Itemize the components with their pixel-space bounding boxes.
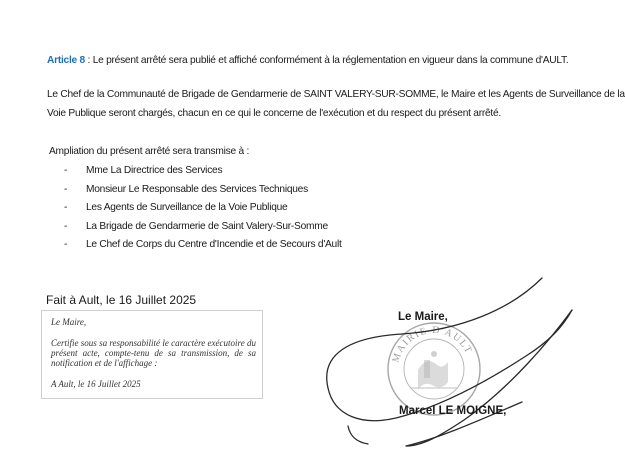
certificate-date: A Ault, le 16 Juillet 2025 (51, 379, 141, 389)
dash-bullet: - (64, 239, 68, 250)
stamp-text: MAIRIE D'AULT (390, 324, 475, 364)
article-label: Article 8 (47, 55, 85, 66)
dash-bullet: - (64, 183, 68, 195)
list-item (64, 184, 342, 203)
signature-and-stamp (310, 270, 610, 470)
paragraph-line-1: Le Chef de la Communauté de Brigade de Gendarmerie de SAINT VALERY-SUR-SOMME, le Maire et les Agents de Surveillance de la (47, 89, 625, 100)
ampliation-list (64, 165, 342, 258)
handwritten-signature (327, 278, 572, 446)
mairie-stamp (388, 323, 480, 415)
dash-bullet: - (64, 202, 68, 213)
list-item-text: Le Chef de Corps du Centre d'Incendie et de Secours d'Ault (86, 239, 342, 250)
list-item (64, 239, 342, 258)
list-item (64, 202, 342, 221)
list-item (64, 165, 342, 184)
signer-name: Marcel LE MOIGNE, (399, 405, 507, 417)
list-item-text: La Brigade de Gendarmerie de Saint Valery-Sur-Somme (86, 220, 328, 232)
dash-bullet: - (64, 165, 68, 176)
certificate-title: Le Maire, (51, 317, 87, 327)
dash-bullet: - (64, 220, 68, 232)
list-item (64, 221, 342, 240)
fait-a-ault: Fait à Ault, le 16 Juillet 2025 (46, 293, 197, 307)
list-item-text: Mme La Directrice des Services (86, 165, 223, 176)
list-item-text: Les Agents de Surveillance de la Voie Publique (86, 202, 288, 213)
certificate-body: Certifie sous sa responsabilité le caractère exécutoire du présent acte, compte-tenu de sa transmission, de sa notification et de l'affichage : (51, 338, 256, 368)
signature-role: Le Maire, (398, 311, 448, 323)
ampliation-intro: Ampliation du présent arrêté sera transmise à : (49, 146, 250, 157)
article-text: : Le présent arrêté sera publié et affiché conformément à la réglementation en vigueur dans la commune d'AULT. (84, 55, 569, 66)
article-8-line (47, 55, 568, 66)
list-item-text: Monsieur Le Responsable des Services Techniques (86, 183, 308, 195)
certification-box (41, 310, 263, 399)
paragraph-line-2: Voie Publique seront chargés, chacun en ce qui le concerne de l'exécution et du respect du présent arrêté. (47, 108, 501, 119)
